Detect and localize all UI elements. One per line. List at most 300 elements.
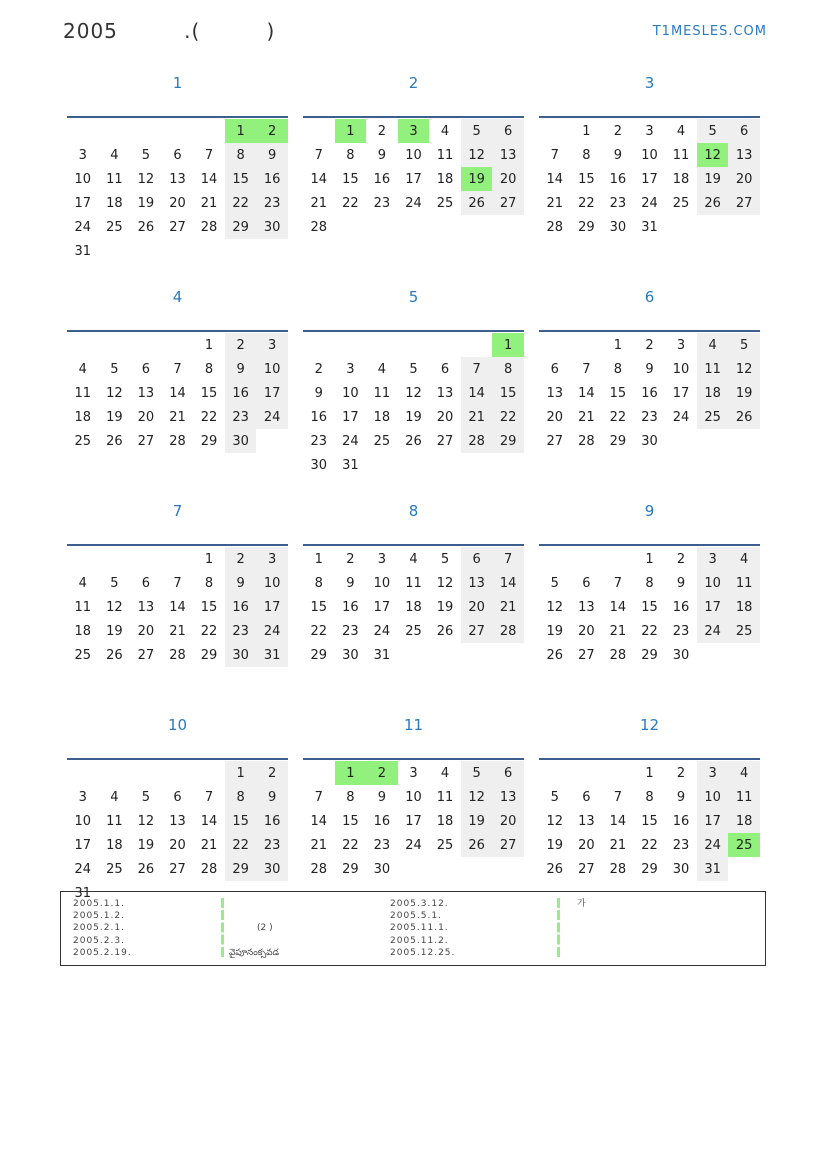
day-cell: 16 [373, 171, 391, 187]
day-cell: 29 [609, 433, 627, 449]
day-cell: 12 [436, 575, 454, 591]
day-cell: 6 [141, 575, 151, 591]
day-cell: 4 [377, 361, 387, 377]
month-title: 7 [172, 502, 183, 520]
day-cell: 31 [641, 219, 658, 235]
day-cell: 14 [200, 171, 218, 187]
day-cell: 27 [492, 833, 524, 857]
day-cell: 29 [641, 647, 658, 663]
day-cell: 11 [672, 147, 690, 163]
legend-date: 2005.2.1. [73, 923, 125, 934]
day-cell: 28 [609, 861, 627, 877]
day-cell: 9 [256, 143, 288, 167]
day-cell: 4 [697, 333, 729, 357]
day-cell: 6 [492, 761, 524, 785]
day-cell: 5 [550, 575, 559, 591]
day-cell: 27 [546, 433, 564, 449]
day-cell: 15 [342, 813, 359, 829]
day-grid [303, 761, 524, 881]
day-cell: 19 [461, 809, 493, 833]
day-cell: 14 [169, 599, 186, 615]
day-cell: 23 [310, 433, 328, 449]
month-title: 4 [172, 288, 183, 306]
day-cell: 5 [728, 333, 760, 357]
day-cell: 8 [645, 789, 654, 805]
empty-cell [130, 547, 162, 571]
month-divider [539, 544, 760, 546]
day-cell: 28 [200, 219, 218, 235]
day-cell: 29 [225, 215, 257, 239]
day-cell: 21 [578, 409, 595, 425]
day-cell: 18 [106, 837, 123, 853]
day-cell: 12 [405, 385, 422, 401]
day-cell: 19 [697, 167, 729, 191]
day-cell: 25 [106, 861, 123, 877]
day-cell: 13 [546, 385, 564, 401]
day-cell: 17 [373, 599, 391, 615]
day-cell: 9 [676, 575, 686, 591]
day-cell: 3 [78, 789, 87, 805]
month-title: 9 [644, 502, 655, 520]
empty-cell [193, 761, 225, 785]
day-cell: 12 [728, 357, 760, 381]
day-cell: 16 [373, 813, 391, 829]
month-11 [303, 710, 524, 900]
holiday-day-cell: 3 [398, 119, 430, 143]
day-cell: 4 [78, 361, 87, 377]
empty-cell [193, 119, 225, 143]
day-cell: 26 [405, 433, 422, 449]
empty-cell [571, 333, 603, 357]
day-cell: 7 [314, 789, 323, 805]
day-cell: 19 [137, 837, 155, 853]
day-cell: 26 [106, 647, 123, 663]
empty-cell [67, 333, 99, 357]
legend-date: 2005.5.1. [390, 911, 442, 922]
day-cell: 6 [728, 119, 760, 143]
day-cell: 30 [373, 861, 391, 877]
day-cell: 22 [609, 409, 627, 425]
day-cell: 15 [225, 167, 257, 191]
day-cell: 23 [256, 833, 288, 857]
month-divider [67, 116, 288, 118]
day-cell: 12 [137, 813, 155, 829]
month-title: 5 [408, 288, 419, 306]
day-cell: 27 [169, 861, 186, 877]
month-divider [67, 758, 288, 760]
day-cell: 9 [346, 575, 355, 591]
day-grid [67, 761, 288, 905]
empty-cell [571, 761, 603, 785]
day-cell: 29 [578, 219, 595, 235]
day-cell: 8 [204, 361, 214, 377]
legend-date: 2005.11.1. [390, 923, 449, 934]
day-grid [303, 333, 524, 477]
empty-cell [602, 761, 634, 785]
day-cell: 15 [200, 385, 218, 401]
legend-dates-column-1 [73, 898, 132, 959]
day-cell: 22 [641, 623, 658, 639]
empty-cell [162, 119, 194, 143]
day-cell: 14 [546, 171, 564, 187]
day-cell: 6 [582, 789, 591, 805]
day-cell: 20 [578, 837, 595, 853]
day-cell: 18 [728, 595, 760, 619]
day-cell: 16 [342, 599, 359, 615]
day-cell: 25 [728, 619, 760, 643]
day-cell: 28 [169, 647, 186, 663]
day-cell: 17 [697, 595, 729, 619]
month-title: 3 [644, 74, 655, 92]
day-cell: 18 [728, 809, 760, 833]
day-cell: 18 [74, 623, 92, 639]
day-cell: 30 [672, 861, 690, 877]
day-cell: 26 [546, 647, 564, 663]
day-grid [67, 333, 288, 453]
day-cell: 10 [256, 571, 288, 595]
day-cell: 5 [461, 119, 493, 143]
day-cell: 22 [225, 833, 257, 857]
day-cell: 5 [440, 551, 450, 567]
day-cell: 27 [578, 647, 595, 663]
day-cell: 18 [672, 171, 690, 187]
day-cell: 2 [225, 333, 257, 357]
day-cell: 20 [546, 409, 564, 425]
day-cell: 29 [225, 857, 257, 881]
empty-cell [67, 119, 99, 143]
day-cell: 15 [225, 809, 257, 833]
day-cell: 1 [204, 337, 214, 353]
empty-cell [99, 119, 131, 143]
day-grid [539, 333, 760, 453]
day-grid [303, 547, 524, 667]
day-cell: 19 [546, 623, 564, 639]
day-cell: 19 [436, 599, 454, 615]
day-cell: 29 [641, 861, 658, 877]
day-cell: 17 [256, 595, 288, 619]
legend-name [577, 922, 586, 934]
day-cell: 21 [169, 623, 186, 639]
day-cell: 3 [256, 333, 288, 357]
day-cell: 28 [492, 619, 524, 643]
legend-names-column-2 [577, 898, 586, 959]
day-cell: 10 [74, 813, 92, 829]
legend-name [229, 935, 279, 947]
day-cell: 7 [613, 789, 623, 805]
legend-date: 2005.1.1. [73, 899, 125, 909]
day-cell: 16 [256, 809, 288, 833]
day-cell: 4 [409, 551, 418, 567]
day-cell: 19 [137, 195, 155, 211]
month-divider [303, 758, 524, 760]
day-cell: 8 [346, 789, 355, 805]
month-divider [67, 544, 288, 546]
day-cell: 16 [225, 595, 257, 619]
day-cell: 16 [609, 171, 627, 187]
day-cell: 8 [346, 147, 355, 163]
day-cell: 13 [436, 385, 454, 401]
day-cell: 2 [225, 547, 257, 571]
holiday-day-cell: 25 [728, 833, 760, 857]
day-grid [539, 119, 760, 239]
day-cell: 31 [74, 885, 92, 901]
day-cell: 9 [256, 785, 288, 809]
empty-cell [303, 119, 335, 143]
month-divider [67, 330, 288, 332]
day-cell: 29 [492, 429, 524, 453]
day-cell: 14 [578, 385, 595, 401]
day-cell: 2 [645, 337, 654, 353]
month-3 [539, 68, 760, 282]
month-title: 10 [167, 716, 188, 734]
day-cell: 8 [645, 575, 654, 591]
day-cell: 24 [74, 861, 92, 877]
day-cell: 15 [342, 171, 359, 187]
day-cell: 3 [697, 761, 729, 785]
day-cell: 26 [546, 861, 564, 877]
month-title: 6 [644, 288, 655, 306]
day-cell: 13 [492, 143, 524, 167]
day-cell: 27 [492, 191, 524, 215]
empty-cell [398, 333, 430, 357]
day-cell: 7 [461, 357, 493, 381]
day-grid [67, 119, 288, 263]
day-cell: 23 [672, 837, 690, 853]
day-cell: 5 [110, 361, 119, 377]
empty-cell [539, 547, 571, 571]
day-cell: 30 [641, 433, 658, 449]
month-title: 11 [403, 716, 424, 734]
day-cell: 16 [225, 381, 257, 405]
page-title: 2005 .( ) [63, 19, 276, 43]
day-cell: 15 [641, 813, 658, 829]
day-cell: 18 [436, 171, 454, 187]
day-cell: 9 [225, 571, 257, 595]
legend-name [229, 910, 279, 922]
day-cell: 12 [106, 385, 123, 401]
day-cell: 29 [310, 647, 328, 663]
day-cell: 28 [546, 219, 564, 235]
day-cell: 31 [74, 243, 92, 259]
month-title: 8 [408, 502, 419, 520]
day-cell: 6 [492, 119, 524, 143]
day-cell: 22 [225, 191, 257, 215]
day-cell: 16 [672, 599, 690, 615]
day-cell: 14 [609, 599, 627, 615]
brand-logo-text[interactable]: T1MESLES.COM [652, 24, 767, 39]
day-cell: 13 [492, 785, 524, 809]
day-cell: 13 [137, 385, 155, 401]
day-cell: 3 [78, 147, 87, 163]
month-10 [67, 710, 288, 900]
day-cell: 14 [609, 813, 627, 829]
day-cell: 3 [676, 337, 686, 353]
day-cell: 26 [461, 833, 493, 857]
day-cell: 4 [110, 147, 119, 163]
day-cell: 4 [78, 575, 87, 591]
day-cell: 24 [256, 619, 288, 643]
day-cell: 10 [697, 571, 729, 595]
day-cell: 10 [405, 789, 422, 805]
holiday-day-cell: 2 [366, 761, 398, 785]
day-cell: 20 [137, 623, 155, 639]
empty-cell [99, 761, 131, 785]
day-cell: 23 [225, 405, 257, 429]
day-cell: 8 [225, 785, 257, 809]
legend-name [577, 947, 586, 959]
day-cell: 8 [582, 147, 591, 163]
month-12 [539, 710, 760, 900]
day-cell: 23 [373, 195, 391, 211]
empty-cell [130, 333, 162, 357]
empty-cell [99, 333, 131, 357]
day-cell: 22 [342, 195, 359, 211]
day-cell: 16 [672, 813, 690, 829]
day-cell: 6 [461, 547, 493, 571]
day-cell: 22 [200, 623, 218, 639]
day-cell: 24 [405, 837, 422, 853]
day-cell: 21 [310, 195, 328, 211]
legend-color-bar [557, 898, 560, 959]
day-cell: 17 [256, 381, 288, 405]
day-cell: 7 [582, 361, 591, 377]
month-1 [67, 68, 288, 282]
day-cell: 30 [256, 857, 288, 881]
day-cell: 20 [492, 809, 524, 833]
day-cell: 2 [314, 361, 323, 377]
day-cell: 13 [137, 599, 155, 615]
day-cell: 10 [697, 785, 729, 809]
day-cell: 27 [137, 647, 155, 663]
day-cell: 24 [256, 405, 288, 429]
day-cell: 23 [641, 409, 658, 425]
day-cell: 30 [672, 647, 690, 663]
legend-date: 2005.3.12. [390, 899, 449, 909]
month-divider [539, 330, 760, 332]
day-cell: 10 [74, 171, 92, 187]
holiday-day-cell: 19 [461, 167, 493, 191]
calendar-grid [67, 68, 760, 900]
day-cell: 27 [169, 219, 186, 235]
day-cell: 14 [169, 385, 186, 401]
day-cell: 4 [728, 761, 760, 785]
empty-cell [162, 547, 194, 571]
month-4 [67, 282, 288, 496]
day-cell: 28 [310, 861, 328, 877]
day-cell: 14 [492, 571, 524, 595]
day-cell: 14 [461, 381, 493, 405]
day-cell: 6 [550, 361, 559, 377]
day-cell: 21 [200, 195, 218, 211]
day-cell: 22 [200, 409, 218, 425]
day-cell: 24 [342, 433, 359, 449]
holiday-day-cell: 1 [492, 333, 524, 357]
day-cell: 27 [728, 191, 760, 215]
day-cell: 15 [492, 381, 524, 405]
day-cell: 22 [342, 837, 359, 853]
day-cell: 30 [310, 457, 328, 473]
day-cell: 6 [173, 147, 182, 163]
empty-cell [99, 547, 131, 571]
day-cell: 2 [613, 123, 623, 139]
day-cell: 7 [173, 575, 182, 591]
day-cell: 10 [641, 147, 658, 163]
day-cell: 8 [492, 357, 524, 381]
day-cell: 17 [641, 171, 658, 187]
day-cell: 11 [728, 785, 760, 809]
day-cell: 16 [256, 167, 288, 191]
day-cell: 15 [641, 599, 658, 615]
day-cell: 13 [461, 571, 493, 595]
day-cell: 21 [310, 837, 328, 853]
day-cell: 31 [342, 457, 359, 473]
legend-name: 가 [577, 899, 586, 909]
day-cell: 27 [137, 433, 155, 449]
month-8 [303, 496, 524, 710]
day-cell: 21 [200, 837, 218, 853]
day-cell: 4 [440, 123, 450, 139]
day-cell: 24 [697, 619, 729, 643]
day-cell: 10 [256, 357, 288, 381]
day-cell: 15 [200, 599, 218, 615]
day-cell: 25 [74, 433, 92, 449]
day-cell: 4 [728, 547, 760, 571]
empty-cell [303, 761, 335, 785]
day-cell: 31 [373, 647, 391, 663]
day-cell: 27 [461, 619, 493, 643]
day-cell: 18 [436, 813, 454, 829]
legend-name [229, 898, 279, 910]
day-cell: 14 [310, 813, 328, 829]
empty-cell [602, 547, 634, 571]
day-cell: 10 [342, 385, 359, 401]
day-cell: 20 [436, 409, 454, 425]
day-cell: 21 [461, 405, 493, 429]
day-cell: 11 [373, 385, 391, 401]
day-cell: 25 [697, 405, 729, 429]
day-cell: 6 [141, 361, 151, 377]
day-cell: 17 [405, 171, 422, 187]
empty-cell [539, 119, 571, 143]
empty-cell [461, 333, 493, 357]
day-cell: 20 [461, 595, 493, 619]
day-cell: 10 [672, 361, 690, 377]
day-cell: 2 [256, 761, 288, 785]
day-cell: 26 [106, 433, 123, 449]
empty-cell [366, 333, 398, 357]
day-cell: 21 [609, 837, 627, 853]
day-cell: 15 [609, 385, 627, 401]
day-cell: 12 [546, 813, 564, 829]
day-cell: 29 [342, 861, 359, 877]
day-cell: 27 [578, 861, 595, 877]
empty-cell [162, 333, 194, 357]
day-cell: 11 [74, 599, 92, 615]
day-cell: 28 [461, 429, 493, 453]
day-cell: 25 [74, 647, 92, 663]
month-divider [303, 330, 524, 332]
day-cell: 23 [342, 623, 359, 639]
day-cell: 25 [436, 195, 454, 211]
day-cell: 17 [405, 813, 422, 829]
legend-date: 2005.2.19. [73, 947, 132, 958]
day-cell: 13 [169, 813, 186, 829]
day-cell: 3 [409, 765, 418, 781]
day-cell: 28 [169, 433, 186, 449]
day-cell: 23 [373, 837, 391, 853]
month-6 [539, 282, 760, 496]
day-cell: 21 [492, 595, 524, 619]
